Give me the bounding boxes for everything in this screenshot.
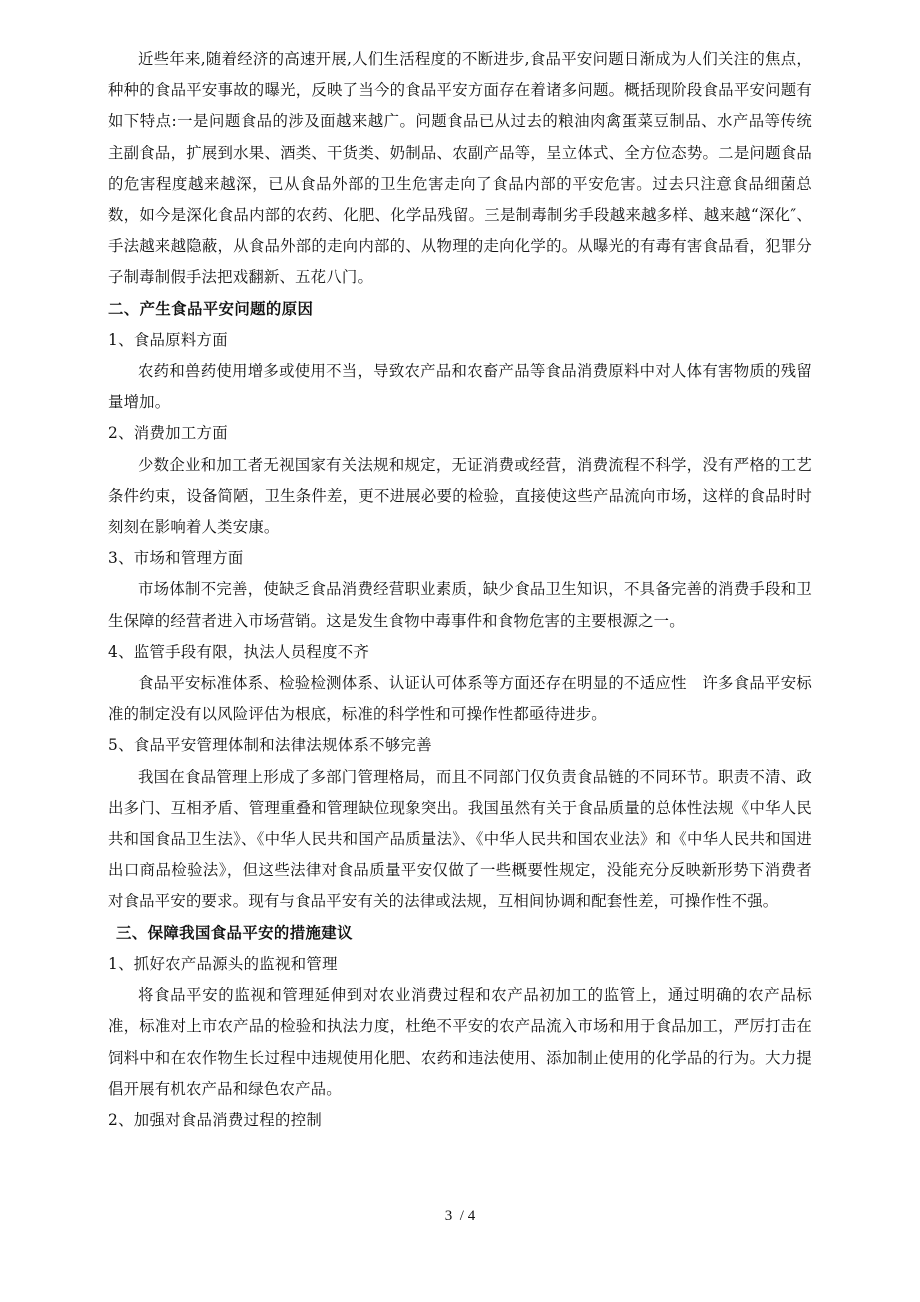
section-2-item-2-heading: 2、消费加工方面 bbox=[108, 424, 228, 443]
intro-paragraph: 近些年来,随着经济的高速开展,人们生活程度的不断进步,食品平安问题日渐成为人们关注的焦点，种种的食品平安事故的曝光，反映了当今的食品平安方面存在着诸多问题。概括现阶段食品平安问题有如下特点:一是问题食品的涉及面越来越广。问题食品已从过去的粮油肉禽蛋菜豆制品、水产品等传统主副食品，扩展到水果、酒类、干货类、奶制品、农副产品等，呈立体式、全方位态势。二是问题食品的危害程度越来越深，已从食品外部的卫生危害走向了食品内部的平安危害。过去只注意食品细菌总数，如今是深化食品内部的农药、化肥、化学品残留。三是制毒制劣手段越来越多样、越来越“深化″、手法越来越隐蔽，从食品外部的走向内部的、从物理的走向化学的。从曝光的有毒有害食品看，犯罪分子制毒制假手法把戏翻新、五花八门。 bbox=[108, 50, 812, 287]
section-3-title: 三、保障我国食品平安的措施建议 bbox=[116, 923, 353, 942]
page-number: 3 / 4 bbox=[444, 1208, 476, 1224]
document-body bbox=[108, 44, 812, 1136]
section-2-item-4-heading: 4、监管手段有限，执法人员程度不齐 bbox=[108, 642, 370, 661]
section-2-item-1-text: 农药和兽药使用增多或使用不当，导致农产品和农畜产品等食品消费原料中对人体有害物质的残留量增加。 bbox=[108, 362, 812, 412]
section-2-item-1-heading: 1、食品原料方面 bbox=[108, 330, 228, 349]
section-3-item-1-heading: 1、抓好农产品源头的监视和管理 bbox=[108, 954, 338, 973]
section-2-item-2-text: 少数企业和加工者无视国家有关法规和规定，无证消费或经营，消费流程不科学，没有严格的工艺条件约束，设备简陋，卫生条件差，更不进展必要的检验，直接使这些产品流向市场，这样的食品时时刻刻在影响着人类安康。 bbox=[108, 455, 812, 537]
section-2-item-4-text: 食品平安标准体系、检验检测体系、认证认可体系等方面还存在明显的不适应性 许多食品平安标准的制定没有以风险评估为根底，标准的科学性和可操作性都亟待进步。 bbox=[108, 674, 812, 724]
section-3-item-2-heading: 2、加强对食品消费过程的控制 bbox=[108, 1110, 323, 1129]
section-2-item-3-heading: 3、市场和管理方面 bbox=[108, 549, 244, 568]
section-2-item-5-text: 我国在食品管理上形成了多部门管理格局，而且不同部门仅负责食品链的不同环节。职责不清、政出多门、互相矛盾、管理重叠和管理缺位现象突出。我国虽然有关于食品质量的总体性法规《中华人民共和国食品卫生法》、《中华人民共和国产品质量法》、《中华人民共和国农业法》和《中华人民共和国进出口商品检验法》，但这些法律对食品质量平安仅做了一些概要性规定，没能充分反映新形势下消费者对食品平安的要求。现有与食品平安有关的法律或法规，互相间协调和配套性差，可操作性不强。 bbox=[108, 767, 812, 911]
section-3-item-1-text: 将食品平安的监视和管理延伸到对农业消费过程和农产品初加工的监管上，通过明确的农产品标准，标准对上市农产品的检验和执法力度，杜绝不平安的农产品流入市场和用于食品加工，严厉打击在饲料中和在农作物生长过程中违规使用化肥、农药和违法使用、添加制止使用的化学品的行为。大力提倡开展有机农产品和绿色农产品。 bbox=[108, 986, 812, 1098]
section-2-item-5-heading: 5、食品平安管理体制和法律法规体系不够完善 bbox=[108, 736, 432, 755]
section-2-item-3-text: 市场体制不完善，使缺乏食品消费经营职业素质，缺少食品卫生知识，不具备完善的消费手段和卫生保障的经营者进入市场营销。这是发生食物中毒事件和食物危害的主要根源之一。 bbox=[108, 580, 812, 630]
section-2-title: 二、产生食品平安问题的原因 bbox=[108, 299, 314, 318]
